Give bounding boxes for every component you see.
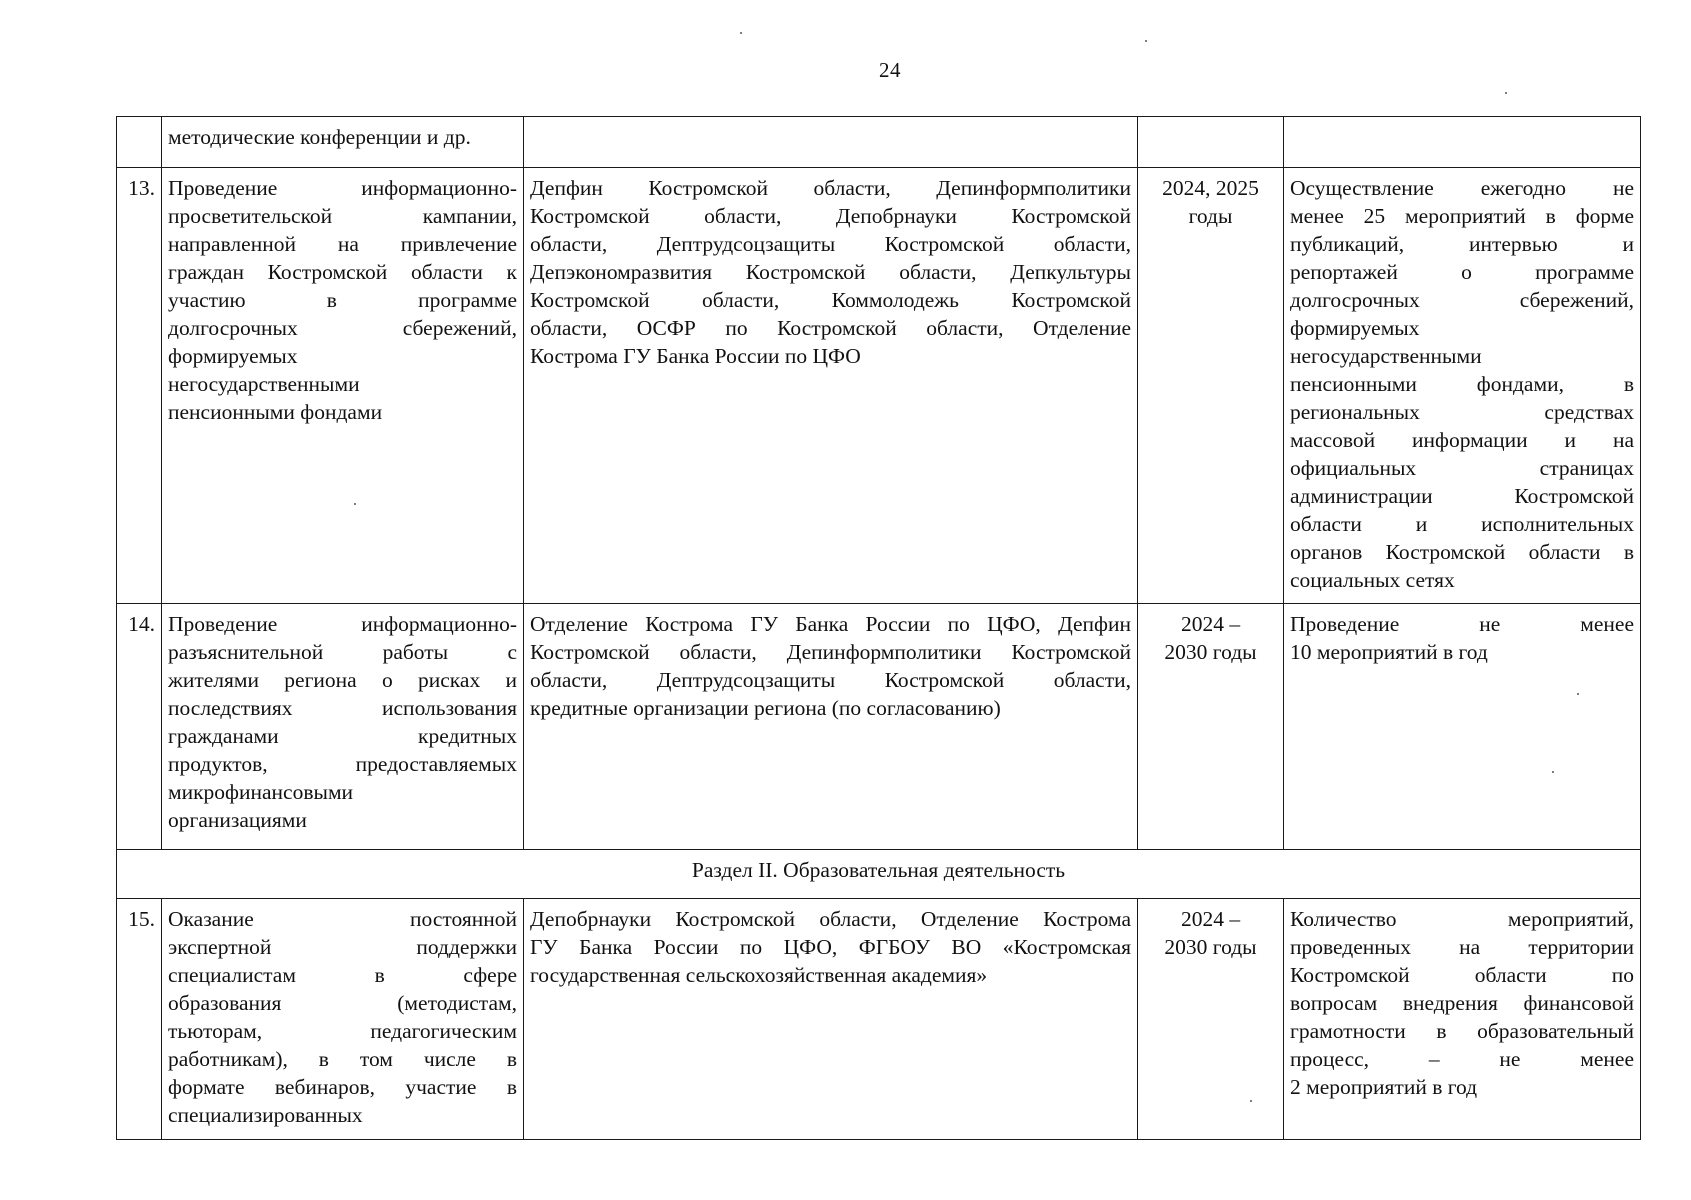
table-row [117, 899, 1641, 1140]
scan-speck [1505, 92, 1507, 94]
measure-name-cell [162, 117, 524, 168]
text-line: администрации Костромской [1290, 484, 1634, 508]
period-cell [1138, 168, 1284, 604]
section-row [117, 850, 1641, 899]
text-line: формируемых [1290, 316, 1420, 340]
table-body [117, 117, 1641, 1140]
period-line: 2024 – [1180, 612, 1241, 636]
scan-speck [354, 503, 356, 505]
result-cell [1284, 604, 1641, 850]
executors-cell [524, 168, 1138, 604]
period-cell [1138, 604, 1284, 850]
text-line: кредитные организации региона (по согласованию) [530, 696, 1001, 720]
text-line: тьюторам, педагогическим [168, 1019, 517, 1043]
period-cell [1138, 117, 1284, 168]
table-row [117, 117, 1641, 168]
text-line: пенсионными фондами [168, 400, 383, 424]
text-line: Кострома ГУ Банка России по ЦФО [530, 344, 861, 368]
text-line: продуктов, предоставляемых [168, 752, 517, 776]
scan-speck [1250, 1100, 1252, 1102]
text-line: просветительской кампании, [168, 204, 517, 228]
text-line: специалистам в сфере [168, 963, 517, 987]
text-line: органов Костромской области в [1290, 540, 1634, 564]
text-line: Костромской области, Депобрнауки Костромской [530, 204, 1131, 228]
scan-speck [1552, 771, 1554, 773]
text-line: 2 мероприятий в год [1290, 1075, 1478, 1099]
period-line: 2024 – [1180, 907, 1241, 931]
text-line: области, ОСФР по Костромской области, Отделение [530, 316, 1131, 340]
text-line: официальных страницах [1290, 456, 1634, 480]
text-line: гражданами кредитных [168, 724, 517, 748]
text-line: жителями региона о рисках и [168, 668, 517, 692]
table-row [117, 168, 1641, 604]
executors-cell [524, 899, 1138, 1140]
text-line: микрофинансовыми [168, 780, 354, 804]
text-line: работникам), в том числе в [168, 1047, 517, 1071]
text-line: Отделение Кострома ГУ Банка России по ЦФО, Депфин [530, 612, 1131, 636]
text-line: Костромской области по [1290, 963, 1634, 987]
text-line: негосударственными [168, 372, 360, 396]
text-line: участию в программе [168, 288, 517, 312]
row-number-cell [117, 117, 162, 168]
period-line: 2030 годы [1164, 640, 1257, 664]
text-line: долгосрочных сбережений, [168, 316, 517, 340]
text-line: долгосрочных сбережений, [1290, 288, 1634, 312]
text-line: ГУ Банка России по ЦФО, ФГБОУ ВО «Костромская [530, 935, 1131, 959]
text-line: массовой информации и на [1290, 428, 1634, 452]
result-cell [1284, 899, 1641, 1140]
text-line: Проведение не менее [1290, 612, 1634, 636]
period-line: 2030 годы [1164, 935, 1257, 959]
text-line: образования (методистам, [168, 991, 517, 1015]
text-line: формируемых [168, 344, 298, 368]
scan-speck [1145, 40, 1147, 42]
text-line: граждан Костромской области к [168, 260, 517, 284]
row-number-cell: 14. [117, 604, 162, 850]
text-line: социальных сетях [1290, 568, 1455, 592]
text-line: грамотности в образовательный [1290, 1019, 1634, 1043]
measure-name-cell [162, 899, 524, 1140]
text-line: 10 мероприятий в год [1290, 640, 1488, 664]
text-line: вопросам внедрения финансовой [1290, 991, 1634, 1015]
text-line: Осуществление ежегодно не [1290, 176, 1634, 200]
text-line: региональных средствах [1290, 400, 1634, 424]
scan-speck [1577, 693, 1579, 695]
executors-cell [524, 604, 1138, 850]
text-line: организациями [168, 808, 307, 832]
text-line: области, Дептрудсоцзащиты Костромской области, [530, 668, 1131, 692]
measure-name-cell [162, 168, 524, 604]
text-line: Оказание постоянной [168, 907, 517, 931]
text-line: процесс, – не менее [1290, 1047, 1634, 1071]
period-line: годы [1188, 204, 1233, 228]
measures-table [116, 116, 1641, 1140]
text-line: области, Дептрудсоцзащиты Костромской области, [530, 232, 1131, 256]
text-line: негосударственными [1290, 344, 1482, 368]
text-line: направленной на привлечение [168, 232, 517, 256]
text-line: публикаций, интервью и [1290, 232, 1634, 256]
text-line: формате вебинаров, участие в [168, 1075, 517, 1099]
period-line: 2024, 2025 [1162, 176, 1259, 200]
text-line: проведенных на территории [1290, 935, 1634, 959]
text-line: Костромской области, Депинформполитики Костромской [530, 640, 1131, 664]
row-number-cell: 15. [117, 899, 162, 1140]
section-heading: Раздел II. Образовательная деятельность [117, 850, 1641, 899]
text-line: менее 25 мероприятий в форме [1290, 204, 1634, 228]
table-row [117, 604, 1641, 850]
text-line: Депэкономразвития Костромской области, Депкультуры [530, 260, 1131, 284]
text-line: пенсионными фондами, в [1290, 372, 1634, 396]
result-cell [1284, 168, 1641, 604]
scan-speck [740, 32, 742, 34]
text-line: последствиях использования [168, 696, 517, 720]
text-line: экспертной поддержки [168, 935, 517, 959]
text-line: репортажей о программе [1290, 260, 1634, 284]
text-line: Проведение информационно- [168, 612, 517, 636]
page-number: 24 [879, 58, 901, 82]
text-line: государственная сельскохозяйственная академия» [530, 963, 988, 987]
text-line: специализированных [168, 1103, 363, 1127]
text-line: Депфин Костромской области, Депинформполитики [530, 176, 1131, 200]
text-line: Проведение информационно- [168, 176, 517, 200]
executors-cell [524, 117, 1138, 168]
text-line: Количество мероприятий, [1290, 907, 1634, 931]
text-line: разъяснительной работы с [168, 640, 517, 664]
text-line: методические конференции и др. [168, 125, 471, 149]
period-cell [1138, 899, 1284, 1140]
text-line: Костромской области, Коммолодежь Костромской [530, 288, 1131, 312]
text-line: Депобрнауки Костромской области, Отделение Кострома [530, 907, 1131, 931]
result-cell [1284, 117, 1641, 168]
measure-name-cell [162, 604, 524, 850]
row-number-cell: 13. [117, 168, 162, 604]
text-line: области и исполнительных [1290, 512, 1634, 536]
